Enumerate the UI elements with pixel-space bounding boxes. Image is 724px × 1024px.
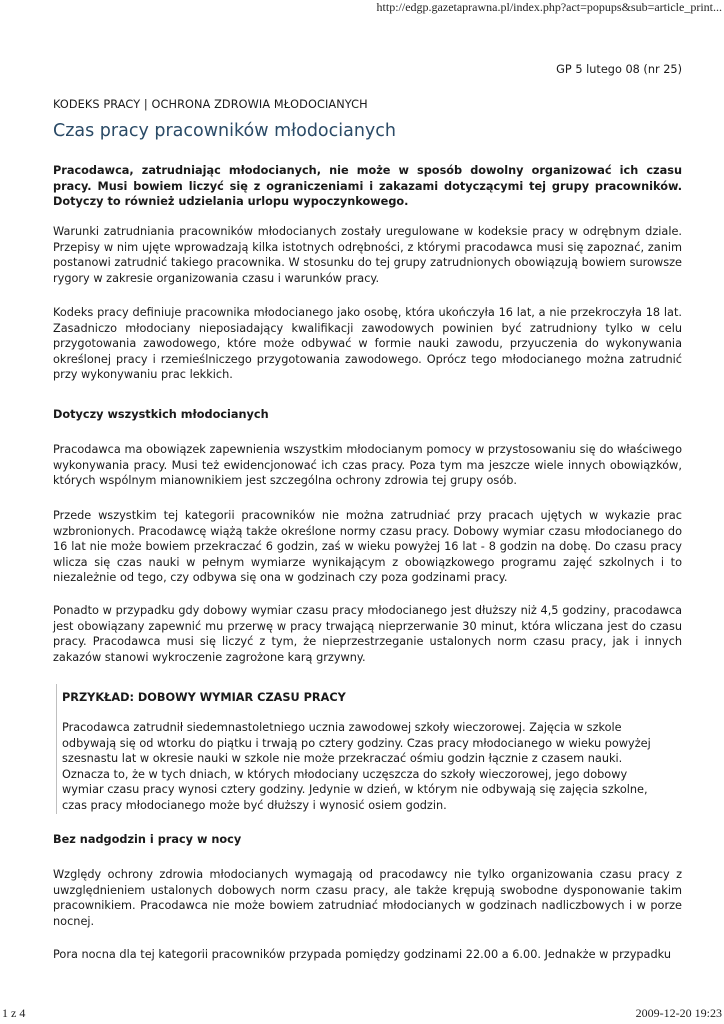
paragraph-2: Kodeks pracy definiuje pracownika młodocianego jako osobę, która ukończyła 16 lat, a nie przekroczyła 18 lat. Zasadniczo młodociany nieposiadający kwalifikacji zawodowych powinien być zatrudniony tylko w celu przygotowania zawodowego, które może odbywać w formie nauki zawodu, przyuczenia do wykonywania określonej pracy i rzemieślniczego przygotowania zawodowego. Oprócz tego młodocianego można zatrudnić przy wykonywaniu prac lekkich.	[53, 306, 682, 382]
paragraph-4: Przede wszystkim tej kategorii pracowników nie można zatrudniać przy pracach ujętych w wykazie prac wzbronionych. Pracodawcę wiążą także określone normy czasu pracy. Dobowy wymiar czasu młodocianego do 16 lat nie może bowiem przekraczać 6 godzin, zaś w wieku powyżej 16 lat - 8 godzin na dobę. Do czasu pracy wlicza się czas nauki w pełnym wymiarze wynikającym z obowiązkowego programu zajęć szkolnych i to niezależnie od tego, czy odbywa się ona w godzinach czy poza godzinami pracy.	[53, 509, 682, 585]
issue-line: GP 5 lutego 08 (nr 25)	[556, 63, 682, 76]
browser-url[interactable]: http://edgp.gazetaprawna.pl/index.php?act=popups&sub=article_print...	[376, 0, 722, 14]
example-box-border	[56, 684, 57, 814]
page-counter: 1 z 4	[2, 1006, 26, 1020]
paragraph-3: Pracodawca ma obowiązek zapewnienia wszystkim młodocianym pomocy w przystosowaniu się do właściwego wykonywania pracy. Musi też ewidencjonować ich czas pracy. Poza tym ma jeszcze wiele innych obowiązków, których wspólnym mianownikiem jest szczególna ochrony zdrowia tej grupy osób.	[53, 443, 682, 488]
example-text: Pracodawca zatrudnił siedemnastoletniego ucznia zawodowej szkoły wieczorowej. Zajęcia w szkole odbywają się od wtorku do piątku i trwają po cztery godziny. Czas pracy młodocianego w wieku powyżej szesnastu lat w okresie nauki w szkole nie może przekraczać ośmiu godzin łącznie z czasem nauki. Oznacza to, że w tych dniach, w których młodociany uczęszcza do szkoły wieczorowej, jego dobowy wymiar czasu pracy wynosi cztery godziny. Jedynie w dzień, w którym nie odbywają się zajęcia szkolne, czas pracy młodocianego może być dłuższy i wynosić osiem godzin.	[62, 721, 651, 812]
print-datetime: 2009-12-20 19:23	[635, 1006, 722, 1020]
paragraph-6: Względy ochrony zdrowia młodocianych wymagają od pracodawcy nie tylko organizowania czasu pracy z uwzględnieniem ustalonych dobowych norm czasu pracy, ale także krępują swobodne dysponowanie takim pracownikiem. Pracodawca nie może bowiem zatrudniać młodocianych w godzinach nadliczbowych i w porze nocnej.	[53, 868, 682, 928]
article-title: Czas pracy pracowników młodocianych	[53, 121, 397, 141]
section-label: KODEKS PRACY | OCHRONA ZDROWIA MŁODOCIANYCH	[53, 98, 368, 111]
subheading-all-minors: Dotyczy wszystkich młodocianych	[53, 408, 269, 421]
paragraph-7: Pora nocna dla tej kategorii pracowników przypada pomiędzy godzinami 22.00 a 6.00. Jednakże w przypadku	[53, 948, 671, 961]
paragraph-1: Warunki zatrudniania pracowników młodocianych zostały uregulowane w kodeksie pracy w odrębnym dziale. Przepisy w nim ujęte wprowadzają kilka istotnych odrębności, z którymi pracodawca musi się zapoznać, zanim postanowi zatrudnić takiego pracownika. W stosunku do tej grupy zatrudnionych obowiązują bowiem surowsze rygory w zakresie organizowania czasu i warunków pracy.	[53, 225, 682, 285]
example-title: PRZYKŁAD: DOBOWY WYMIAR CZASU PRACY	[62, 691, 346, 704]
subheading-no-overtime: Bez nadgodzin i pracy w nocy	[53, 833, 242, 846]
example-box	[53, 684, 682, 814]
paragraph-5: Ponadto w przypadku gdy dobowy wymiar czasu pracy młodocianego jest dłuższy niż 4,5 godziny, pracodawca jest obowiązany zapewnić mu przerwę w pracy trwającą nieprzerwanie 30 minut, która wliczana jest do czasu pracy. Pracodawca musi się liczyć z tym, że nieprzestrzeganie ustalonych norm czasu pracy, jak i innych zakazów stanowi wykroczenie zagrożone karą grzywny.	[53, 604, 682, 664]
article-lead: Pracodawca, zatrudniając młodocianych, nie może w sposób dowolny organizować ich czasu pracy. Musi bowiem liczyć się z ograniczeniami i zakazami dotyczącymi tej grupy pracowników. Dotyczy to również udzielania urlopu wypoczynkowego.	[53, 164, 682, 209]
